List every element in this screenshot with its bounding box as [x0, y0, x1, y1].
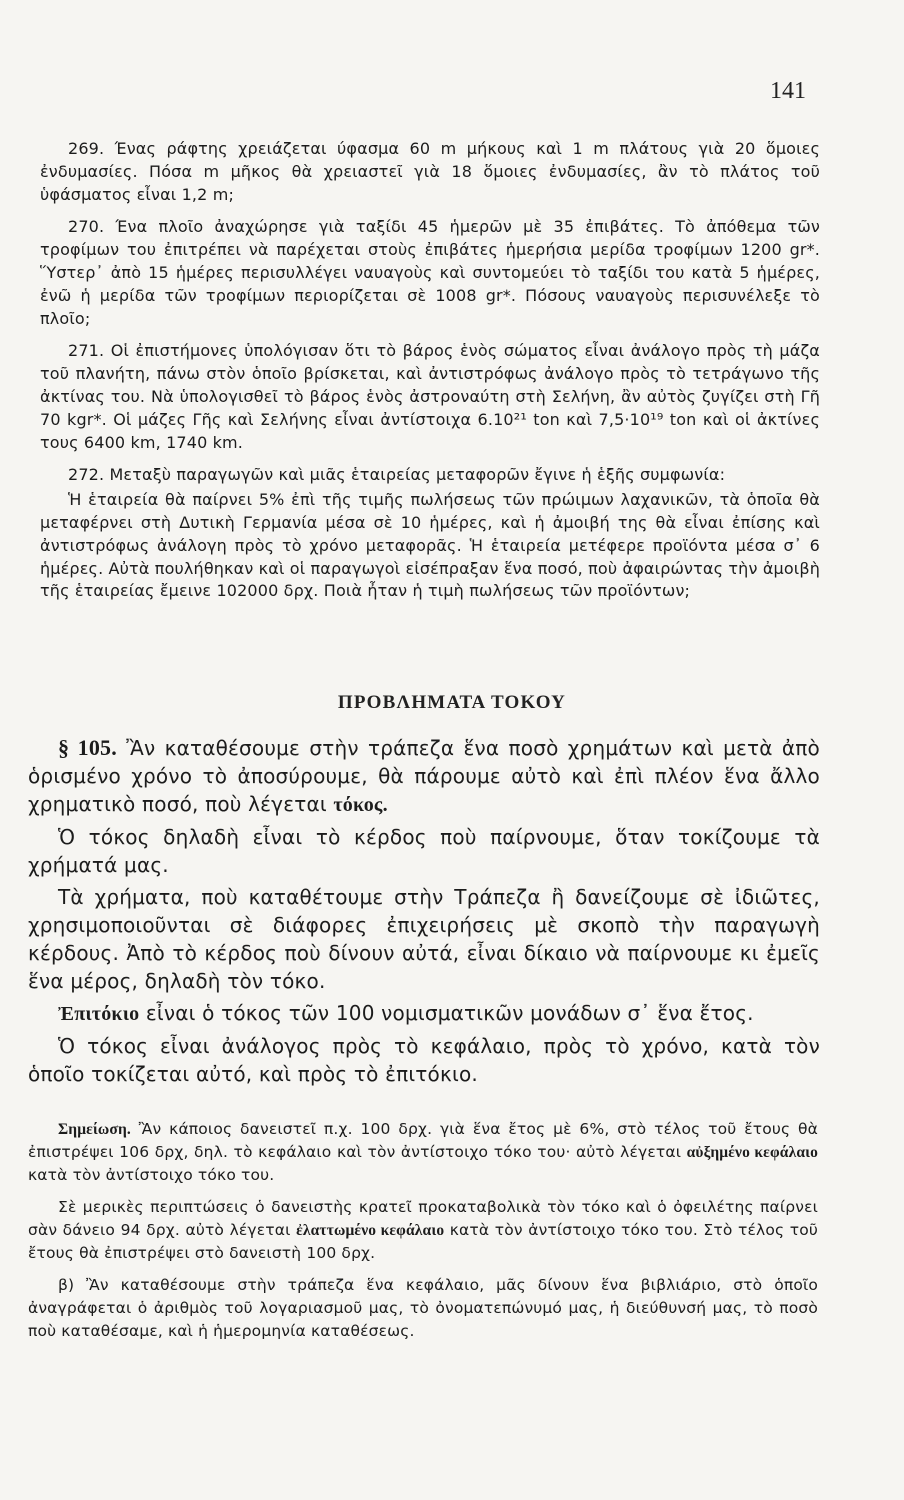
section-105-p4: [28, 999, 820, 1028]
notes-block: [28, 1118, 818, 1352]
section-105-p5: Ὁ τόκος εἶναι ἀνάλογος πρὸς τὸ κεφάλαιο, πρὸς τὸ χρόνο, κατὰ τὸν ὁποῖο τοκίζεται αὐτό, καὶ πρὸς τὸ ἐπιτόκιο.: [28, 1034, 820, 1086]
note-1-tail: κατὰ τὸν ἀντίστοιχο τόκο του.: [28, 1166, 275, 1184]
note-2-tail: κατὰ τὸν ἀντίστοιχο τόκο του. Στὸ τέλος τοῦ ἔτους θὰ ἐπιστρέψει στὸ δανειστὴ 100 δρχ.: [28, 1221, 818, 1262]
exercise-270: 270. Ένα πλοῖο ἀναχώρησε γιὰ ταξίδι 45 ἡμερῶν μὲ 35 ἐπιβάτες. Τὸ ἀπόθεμα τῶν τροφίμων του ἐπιτρέπει νὰ παρέχεται στοὺς ἐπιβάτες ἡμερήσια μερίδα τροφίμων 1200 gr*. Ὕστερ᾽ ἀπὸ 15 ἡμέρες περισυλλέγει ναυαγοὺς καὶ συντομεύει τὸ ταξίδι του κατὰ 5 ἡμέρες, ἐνῶ ἡ μερίδα τῶν τροφίμων περιορίζεται σὲ 1008 gr*. Πόσους ναυαγοὺς περισυνέλεξε τὸ πλοῖο;: [40, 217, 820, 328]
section-number: § 105.: [58, 735, 117, 760]
exercise-list: [40, 138, 820, 613]
term-interest: τόκος.: [333, 794, 388, 816]
term-increased-capital: αὐξημένο κεφάλαιο: [686, 1144, 819, 1161]
note-2-text: Σὲ μερικὲς περιπτώσεις ὁ δανειστὴς κρατεῖ προκαταβολικὰ τὸν τόκο καὶ ὁ ὀφειλέτης παίρνει σὰν δάνειο 94 δρχ. αὐτὸ λέγεται: [28, 1198, 818, 1239]
section-heading: ΠΡΟΒΛΗΜΑΤΑ ΤΟΚΟΥ: [337, 692, 567, 713]
section-105-p1-text: Ἂν καταθέσουμε στὴν τράπεζα ἕνα ποσὸ χρημάτων καὶ μετὰ ἀπὸ ὁρισμένο χρόνο τὸ ἀποσύρουμε, θὰ πάρουμε αὐτὸ καὶ ἐπὶ πλέον ἕνα ἄλλο χρηματικὸ ποσό, ποὺ λέγεται: [28, 736, 820, 816]
note-3: β) Ἂν καταθέσουμε στὴν τράπεζα ἕνα κεφάλαιο, μᾶς δίνουν ἕνα βιβλιάριο, στὸ ὁποῖο ἀναγράφεται ὁ ἀριθμὸς τοῦ λογαριασμοῦ μας, τὸ ὀνοματεπώνυμό μας, ἡ διεύθυνσή μας, τὸ ποσὸ ποὺ καταθέσαμε, καὶ ἡ ἡμερομηνία καταθέσεως.: [28, 1276, 818, 1340]
section-105-p4-text: εἶναι ὁ τόκος τῶν 100 νομισματικῶν μονάδων σ᾽ ἕνα ἔτος.: [145, 1001, 754, 1025]
term-interest-rate: Ἐπιτόκιο: [58, 1003, 140, 1025]
section-105: [28, 734, 820, 1092]
note-1: [28, 1118, 818, 1187]
term-reduced-capital: ἐλαττωμένο κεφάλαιο: [296, 1222, 445, 1239]
section-105-p3: Τὰ χρήματα, ποὺ καταθέτουμε στὴν Τράπεζα ἢ δανείζουμε σὲ ἰδιῶτες, χρησιμοποιοῦνται σὲ διάφορες ἐπιχειρήσεις μὲ σκοπὸ τὴν παραγωγὴ κέρδους. Ἀπὸ τὸ κέρδος ποὺ δίνουν αὐτά, εἶναι δίκαιο νὰ παίρνουμε κι ἐμεῖς ἕνα μέρος, δηλαδὴ τὸν τόκο.: [28, 885, 820, 993]
note-1-text: Ἂν κάποιος δανειστεῖ π.χ. 100 δρχ. γιὰ ἕνα ἔτος μὲ 6%, στὸ τέλος τοῦ ἔτους θὰ ἐπιστρέψει 106 δρχ, δηλ. τὸ κεφάλαιο καὶ τὸν ἀντίστοιχο τόκο του· αὐτὸ λέγεται: [28, 1120, 819, 1161]
exercise-272-body: Ἡ ἑταιρεία θὰ παίρνει 5% ἐπὶ τῆς τιμῆς πωλήσεως τῶν πρώιμων λαχανικῶν, τὰ ὁποῖα θὰ μεταφέρνει στὴ Δυτικὴ Γερμανία μέσα σὲ 10 ἡμέρες, καὶ ἡ ἀμοιβή της θὰ εἶναι ἐπίσης καὶ ἀντιστρόφως ἀνάλογη πρὸς τὸ χρόνο μεταφορᾶς. Ἡ ἑταιρεία μετέφερε προϊόντα μέσα σ᾽ 6 ἡμέρες. Αὐτὰ πουλήθηκαν καὶ οἱ παραγωγοὶ εἰσέπραξαν ἕνα ποσό, ποὺ ἀφαιρώντας τὴν ἀμοιβὴ τῆς ἑταιρείας ἔμεινε 102000 δρχ. Ποιὰ ἦταν ἡ τιμὴ πωλήσεως τῶν προϊόντων;: [40, 490, 820, 601]
exercise-272-intro: 272. Μεταξὺ παραγωγῶν καὶ μιᾶς ἑταιρείας μεταφορῶν ἔγινε ἡ ἑξῆς συμφωνία:: [68, 465, 726, 485]
exercise-271: 271. Οἱ ἐπιστήμονες ὑπολόγισαν ὅτι τὸ βάρος ἑνὸς σώματος εἶναι ἀνάλογο πρὸς τὴ μάζα τοῦ πλανήτη, πάνω στὸν ὁποῖο βρίσκεται, καὶ ἀντιστρόφως ἀνάλογο πρὸς τὸ τετράγωνο τῆς ἀκτίνας του. Νὰ ὑπολογισθεῖ τὸ βάρος ἑνὸς ἀστροναύτη στὴ Σελήνη, ἂν αὐτὸς ζυγίζει στὴ Γῆ 70 kgr*. Οἱ μάζες Γῆς καὶ Σελήνης εἶναι ἀντίστοιχα 6.10²¹ ton καὶ 7,5·10¹⁹ ton καὶ οἱ ἀκτίνες τους 6400 km, 1740 km.: [40, 341, 820, 452]
page-number: 141: [770, 78, 806, 104]
note-2: [28, 1196, 818, 1265]
exercise-269: 269. Ένας ράφτης χρειάζεται ύφασμα 60 m μήκους καὶ 1 m πλάτους γιὰ 20 ὅμοιες ἐνδυμασίες. Πόσα m μῆκος θὰ χρειαστεῖ γιὰ 18 ὅμοιες ἐνδυμασίες, ἂν τὸ πλάτος τοῦ ὑφάσματος εἶναι 1,2 m;: [40, 139, 820, 204]
section-105-p1: [28, 734, 820, 819]
section-105-p2: Ὁ τόκος δηλαδὴ εἶναι τὸ κέρδος ποὺ παίρνουμε, ὅταν τοκίζουμε τὰ χρήματά μας.: [28, 825, 820, 877]
note-label: Σημείωση.: [58, 1121, 131, 1138]
